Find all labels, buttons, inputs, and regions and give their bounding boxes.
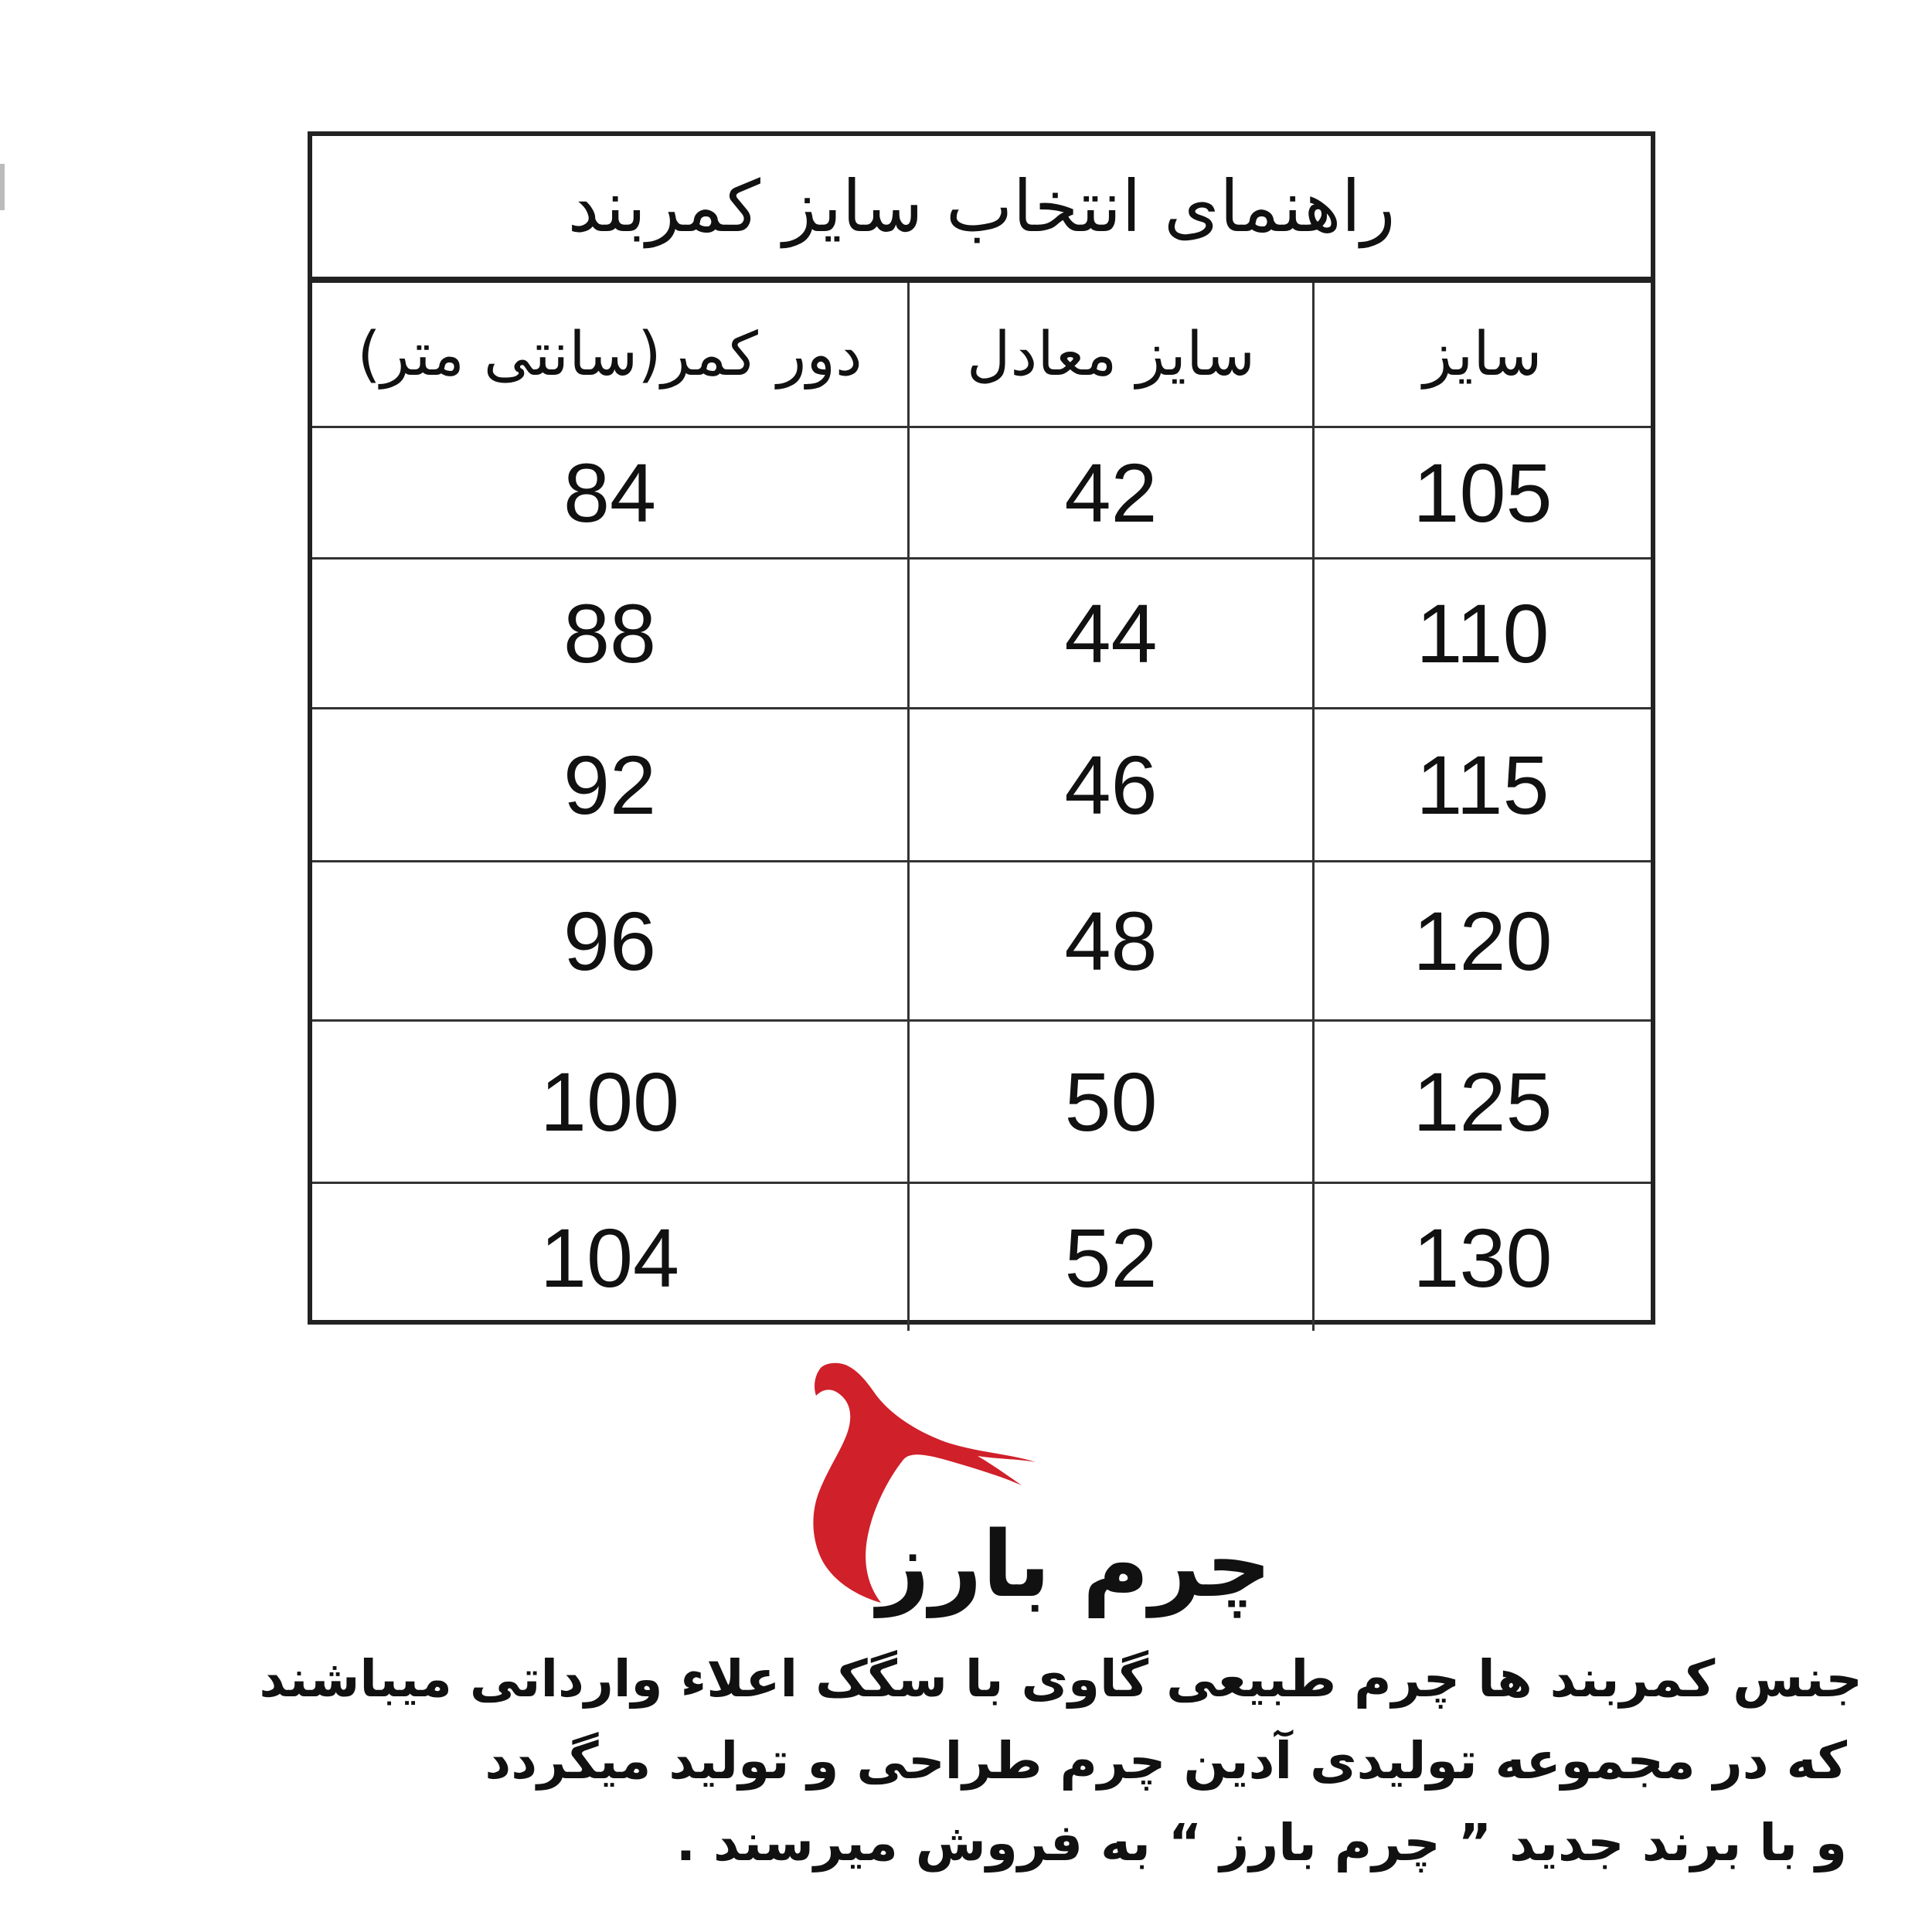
table-cell: 84 <box>312 428 907 560</box>
table-title: راهنمای انتخاب سایز کمربند <box>312 136 1651 283</box>
table-cell: 120 <box>1312 862 1651 1022</box>
column-header-waist-cm: دور کمر(سانتی متر) <box>312 283 907 428</box>
description-line: و با برند جدید ” چرم بارز “ به فروش میرسند . <box>675 1813 1847 1872</box>
table-cell: 50 <box>907 1022 1312 1184</box>
table-cell: 130 <box>1312 1184 1651 1331</box>
size-guide-table <box>308 131 1655 1325</box>
product-description <box>93 1638 1862 1884</box>
table-cell: 104 <box>539 1210 680 1304</box>
table-cell: 110 <box>1312 560 1651 709</box>
table-cell: 88 <box>312 560 907 709</box>
table-cell: 52 <box>907 1184 1312 1331</box>
table-cell: 105 <box>1312 428 1651 560</box>
table-cell: 42 <box>907 428 1312 560</box>
table-cell: 100 <box>312 1022 907 1184</box>
table-cell: 96 <box>312 862 907 1022</box>
table-cell: 92 <box>312 709 907 862</box>
brand-name: چرم بارز <box>877 1511 1272 1617</box>
description-line: جنس کمربند ها چرم طبیعی گاوی با سگک اعلاء وارداتی میباشند <box>259 1649 1862 1709</box>
column-header-size: سایز <box>1312 283 1651 428</box>
table-grid <box>312 283 1651 1320</box>
description-line: که در مجموعه تولیدی آدین چرم طراحی و تولید میگردد <box>485 1731 1847 1791</box>
table-cell: 44 <box>907 560 1312 709</box>
table-cell: 115 <box>1312 709 1651 862</box>
column-header-equivalent-size: سایز معادل <box>907 283 1312 428</box>
table-cell: 48 <box>907 862 1312 1022</box>
edge-mark <box>0 164 5 210</box>
table-cell: 46 <box>907 709 1312 862</box>
table-cell: 125 <box>1312 1022 1651 1184</box>
